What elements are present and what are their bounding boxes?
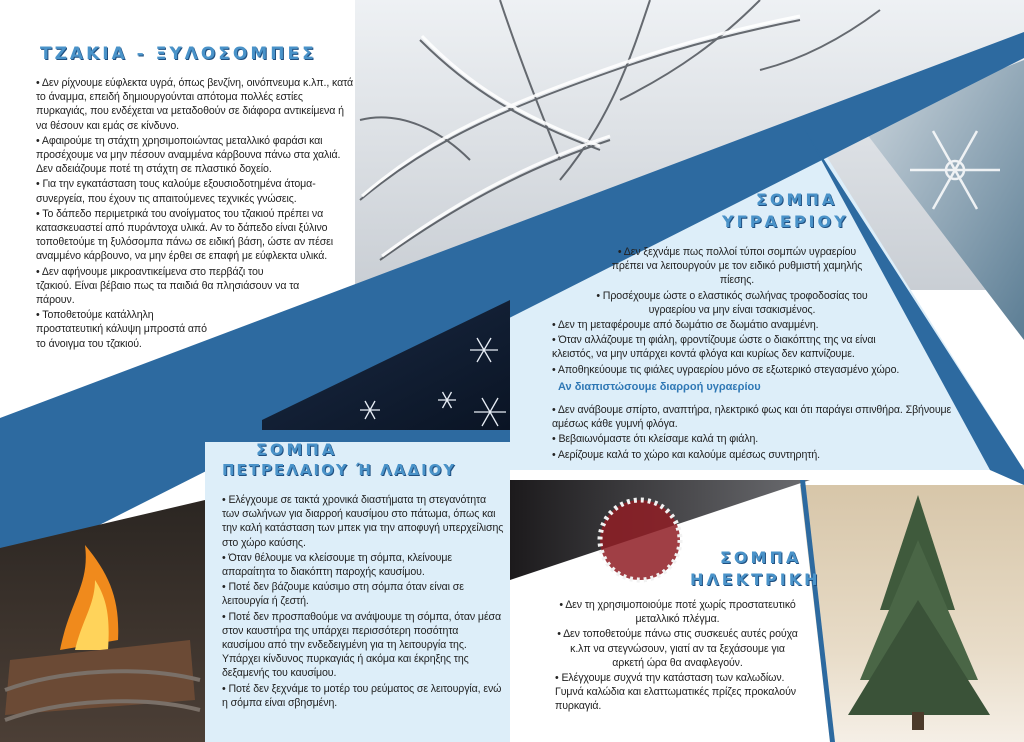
list-item: • Δεν τοποθετούμε πάνω στις συσκευές αυτές ρούχα κ.λπ να στεγνώσουν, γιατί αν τα ξεχάσουμε για αρκετή ώρα θα αναφλεγούν. xyxy=(555,627,800,670)
list-item: • Όταν αλλάζουμε τη φιάλη, φροντίζουμε ώστε ο διακόπτης της να είναι κλειστός, να μην υπάρχει κοντά φλόγα και κυρίως δεν καπνίζουμε. xyxy=(552,333,912,361)
list-item: • Ποτέ δεν ξεχνάμε το μοτέρ του ρεύματος σε λειτουργία, ενώ η σόμπα είναι σβησμένη. xyxy=(222,682,504,710)
oil-list xyxy=(222,493,504,711)
list-item: • Δεν ξεχνάμε πως πολλοί τύποι σομπών υγραερίου πρέπει να λειτουργούν με τον ειδικό ρυθμιστή χαμηλής πίεσης. xyxy=(552,245,872,288)
gas-title-line2: ΥΓΡΑΕΡΙΟΥ xyxy=(722,212,849,231)
list-item: • Ελέγχουμε σε τακτά χρονικά διαστήματα τη στεγανότητα των σωλήνων για διαρροή καυσίμου στο πάτωμα, όπως και την καλή κατάσταση των μπεκ για την αποφυγή υπερχείλισης στο χώρο καύσης. xyxy=(222,493,504,550)
list-item: • Δεν τη μεταφέρουμε από δωμάτιο σε δωμάτιο αναμμένη. xyxy=(552,318,912,332)
gas-title-line1: ΣΟΜΠΑ xyxy=(756,190,838,209)
list-item: • Για την εγκατάσταση τους καλούμε εξουσιοδοτημένα άτομα-συνεργεία, που έχουν τις απαιτούμενες τεχνικές γνώσεις. xyxy=(36,177,336,205)
list-item: • Αφαιρούμε τη στάχτη χρησιμοποιώντας μεταλλικό φαράσι και προσέχουμε να μην πέσουν αναμμένα κάρβουνα πάνω στα χαλιά. Δεν αδειάζουμε ποτέ τη στάχτη σε πλαστικό δοχείο. xyxy=(36,134,354,177)
fireplace-list xyxy=(36,76,354,352)
list-item: • Βεβαιωνόμαστε ότι κλείσαμε καλά τη φιάλη. xyxy=(552,432,972,446)
list-item: • Αποθηκεύουμε τις φιάλες υγραερίου μόνο σε εξωτερικό στεγασμένο χώρο. xyxy=(552,363,912,377)
electric-title-line1: ΣΟΜΠΑ xyxy=(720,548,802,567)
list-item: • Δεν τη χρησιμοποιούμε ποτέ χωρίς προστατευτικό μεταλλικό πλέγμα. xyxy=(555,598,800,626)
list-item: • Όταν θέλουμε να κλείσουμε τη σόμπα, κλείνουμε απαραίτητα το διακόπτη παροχής καυσίμου. xyxy=(222,551,504,579)
list-item: • Τοποθετούμε κατάλληλη προστατευτική κάλυψη μπροστά από το άνοιγμα του τζακιού. xyxy=(36,308,211,351)
list-item: • Ποτέ δεν προσπαθούμε να ανάψουμε τη σόμπα, όταν μέσα στον καυστήρα της υπάρχει περισσότερη ποσότητα καυσίμου από την ενδεδειγμένη για τη λειτουργία της. Υπάρχει κίνδυνος πυρκαγιάς ή ακόμα και έκρηξης της δεξαμενής του καυσίμου. xyxy=(222,610,504,681)
gas-list xyxy=(552,245,912,378)
list-item: • Ποτέ δεν βάζουμε καύσιμο στη σόμπα όταν είναι σε λειτουργία ή ζεστή. xyxy=(222,580,504,608)
list-item: • Αερίζουμε καλά το χώρο και καλούμε αμέσως συντηρητή. xyxy=(552,448,972,462)
list-item: • Ελέγχουμε συχνά την κατάσταση των καλωδίων. Γυμνά καλώδια και ελαττωματικές πρίζες προκαλούν πυρκαγιά. xyxy=(555,671,800,714)
oil-title-line1: ΣΟΜΠΑ xyxy=(256,440,338,459)
oil-title-line2: ΠΕΤΡΕΛΑΙΟΥ Ή ΛΑΔΙΟΥ xyxy=(222,461,457,479)
list-item: • Δεν ρίχνουμε εύφλεκτα υγρά, όπως βενζίνη, οινόπνευμα κ.λπ., κατά το άναμμα, επειδή δημιουργούνται απότομα πολλές εστίες πυρκαγιάς, που ενδέχεται να μεταδοθούν σε διάφορα αντικείμενα ή να θέσουν και εμάς σε κίνδυνο. xyxy=(36,76,354,133)
list-item: • Το δάπεδο περιμετρικά του ανοίγματος του τζακιού πρέπει να κατασκευαστεί από πυράντοχα υλικά. Αν το δάπεδο είναι ξύλινο τοποθετούμε τη ξυλόσομπα πάνω σε ειδική βάση, ώστε αν πέσει αναμμένο κάρβουνο, να μην έρθει σε επαφή με εύφλεκτα υλικά. xyxy=(36,207,354,264)
list-item: • Δεν ανάβουμε σπίρτο, αναπτήρα, ηλεκτρικό φως και ότι παράγει σπινθήρα. Σβήνουμε αμέσως κάθε γυμνή φλόγα. xyxy=(552,403,972,431)
electric-title-line2: ΗΛΕΚΤΡΙΚΗ xyxy=(690,570,821,589)
fireplace-title: ΤΖΑΚΙΑ - ΞΥΛΟΣΟΜΠΕΣ xyxy=(40,44,317,64)
gas-leak-heading: Αν διαπιστώσουμε διαρροή υγραερίου xyxy=(558,381,761,393)
list-item: • Προσέχουμε ώστε ο ελαστικός σωλήνας τροφοδοσίας του υγραερίου να μην είναι τσακισμένος. xyxy=(552,289,882,317)
gas-leak-list xyxy=(552,403,972,463)
electric-list xyxy=(555,598,800,715)
list-item: • Δεν αφήνουμε μικροαντικείμενα στο περβάζι του τζακιού. Είναι βέβαιο πως τα παιδιά θα πλησιάσουν να τα πάρουν. xyxy=(36,265,301,308)
